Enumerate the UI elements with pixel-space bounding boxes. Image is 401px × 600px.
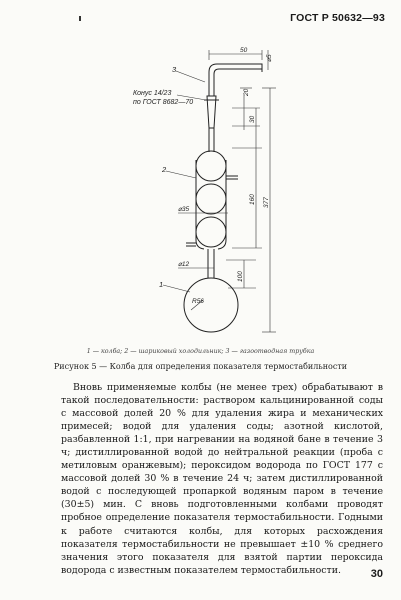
standard-code-header: ГОСТ Р 50632—93 (290, 12, 385, 24)
callout-part-2: 2 (162, 165, 167, 174)
callout-part-1: 1 (159, 280, 164, 289)
dim-top-width: 50 (240, 47, 248, 54)
cone-label-line2: по ГОСТ 8682—70 (133, 99, 194, 106)
dim-height-100: 100 (237, 271, 244, 282)
figure-caption: Рисунок 5 — Колба для определения показателя термостабильности (53, 362, 348, 371)
dim-flask-radius: R56 (192, 298, 204, 305)
dim-height-377: 377 (263, 197, 270, 208)
flask-technical-drawing (0, 28, 401, 346)
scan-mark (79, 16, 81, 21)
page-number: 30 (370, 568, 383, 580)
cone-joint (207, 96, 216, 128)
dim-offset-20: 20 (243, 88, 250, 96)
dim-diameter-12: ⌀12 (178, 261, 190, 268)
dim-height-30: 30 (249, 115, 256, 123)
cone-label-line1: Конус 14/23 (133, 90, 172, 97)
round-flask (184, 278, 238, 332)
ball-condenser (186, 151, 238, 249)
dim-diameter-35: ⌀35 (178, 206, 190, 213)
dim-height-160: 160 (249, 194, 256, 205)
dim-top-diameter: ⌀5 (266, 54, 273, 62)
figure-legend: 1 — колба; 2 — шариковый холодильник; 3 — газоотводная трубка (86, 348, 315, 355)
callout-part-3: 3 (172, 65, 177, 74)
body-paragraph: Вновь применяемые колбы (не менее трех) обрабатывают в такой последовательности: раствором кальцинированной соды с массовой долей 20 % для удаления жира и механических примесей; водой для удаления соды; азотной кислотой, разбавленной 1:1, при нагревании на водяной бане в течение 3 ч; дистиллированной водой до нейтральной реакции (проба с метиловым оранжевым); пероксидом водорода по ГОСТ 177 с массовой долей 30 % в течение 24 ч; затем дистиллированной водой с последующей пропаркой водяным паром в течение (30±5) мин. С вновь подготовленными колбами проводят пробное определение показателя термостабильности. Годными к работе считаются колбы, для которых расхождения показателя термостабильности не превышает ±10 % среднего значения этого показателя для взятой партии пероксида водорода с известным показателем термостабильности. (61, 382, 383, 576)
